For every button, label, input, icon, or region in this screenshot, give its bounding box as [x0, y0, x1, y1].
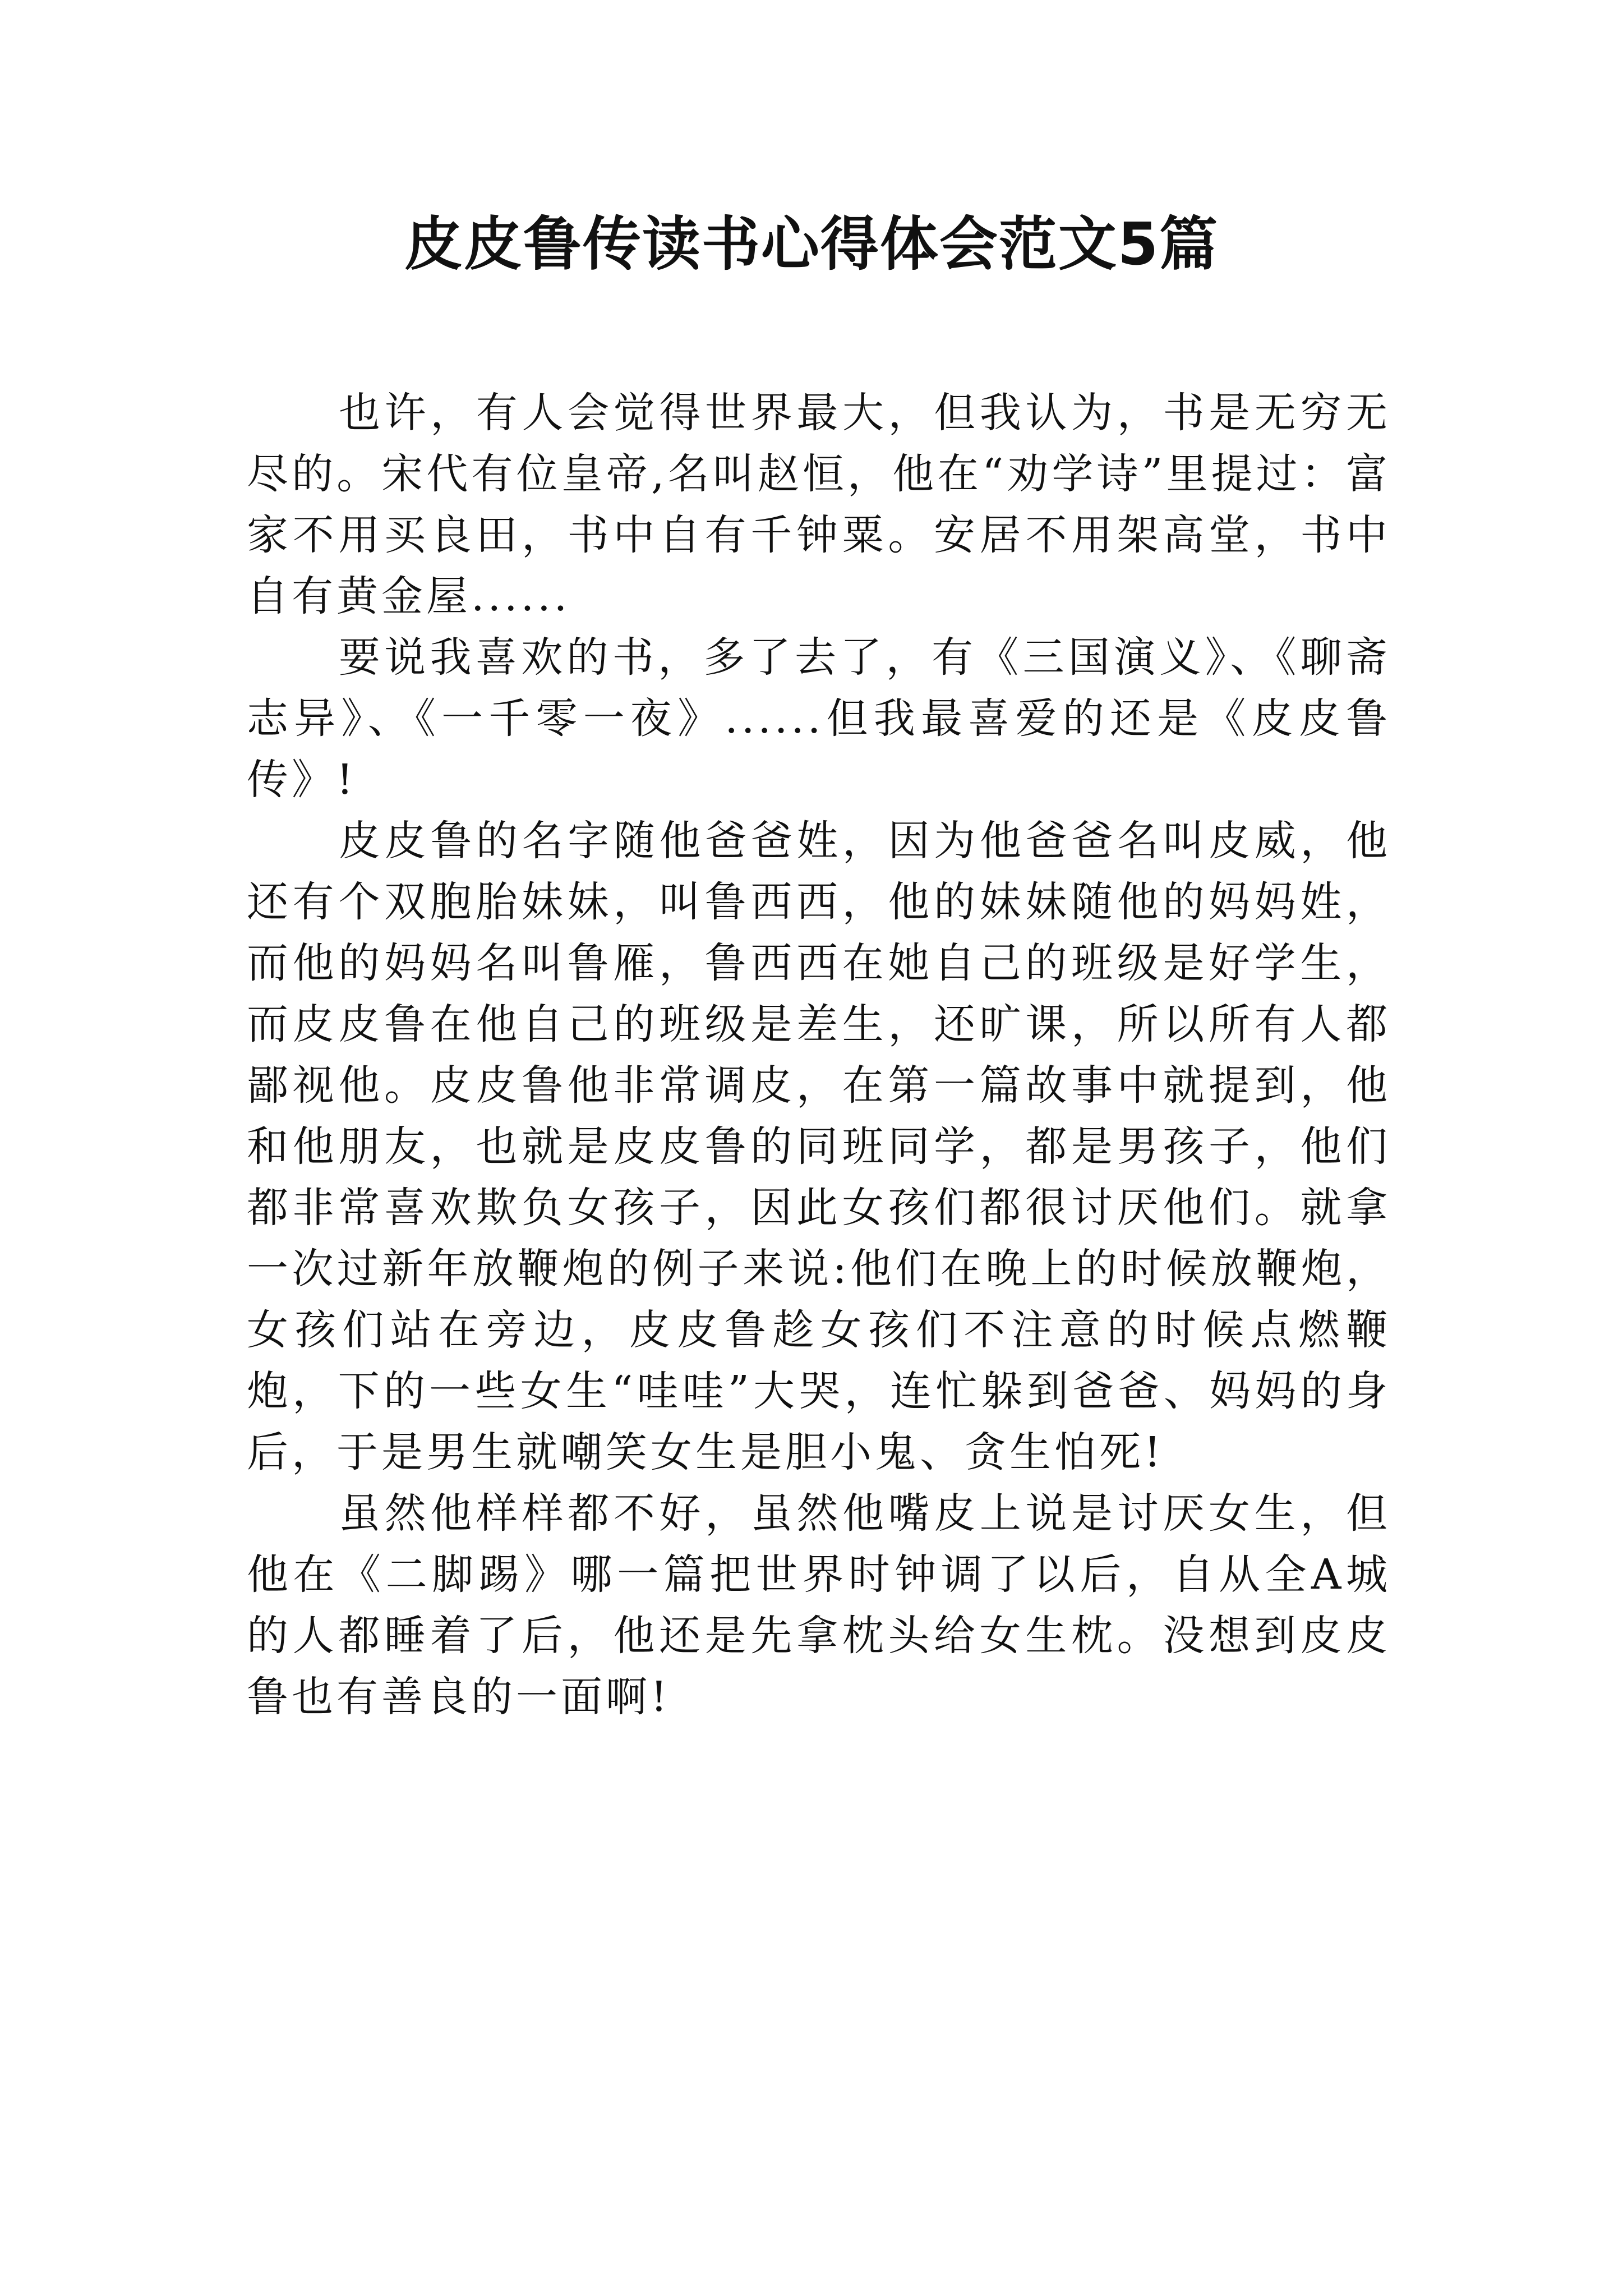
paragraph-4: 虽然他样样都不好，虽然他嘴皮上说是讨厌女生，但他在《二脚踢》哪一篇把世界时钟调了以后，自从全A城的人都睡着了后，他还是先拿枕头给女生枕。没想到皮皮鲁也有善良的一面啊! [247, 1489, 1391, 1721]
paragraph-1: 也许，有人会觉得世界最大，但我认为，书是无穷无尽的。宋代有位皇帝,名叫赵恒，他在“劝学诗”里提过：富家不用买良田，书中自有千钟粟。安居不用架高堂，书中自有黄金屋...... [247, 389, 1391, 620]
paragraph-3: 皮皮鲁的名字随他爸爸姓，因为他爸爸名叫皮威，他还有个双胞胎妹妹，叫鲁西西，他的妹妹随他的妈妈姓，而他的妈妈名叫鲁雁，鲁西西在她自己的班级是好学生，而皮皮鲁在他自己的班级是差生，还旷课，所以所有人都鄙视他。皮皮鲁他非常调皮，在第一篇故事中就提到，他和他朋友，也就是皮皮鲁的同班同学，都是男孩子，他们都非常喜欢欺负女孩子，因此女孩们都很讨厌他们。就拿一次过新年放鞭炮的例子来说:他们在晚上的时候放鞭炮，女孩们站在旁边，皮皮鲁趁女孩们不注意的时候点燃鞭炮，下的一些女生“哇哇”大哭，连忙躲到爸爸、妈妈的身后，于是男生就嘲笑女生是胆小鬼、贪生怕死! [247, 817, 1391, 1476]
document-body [247, 383, 1391, 1728]
page-title: 皮皮鲁传读书心得体会范文5篇 [404, 210, 1219, 278]
paragraph-2: 要说我喜欢的书，多了去了，有《三国演义》、《聊斋志异》、《一千零一夜》......但我最喜爱的还是《皮皮鲁传》! [247, 633, 1391, 804]
